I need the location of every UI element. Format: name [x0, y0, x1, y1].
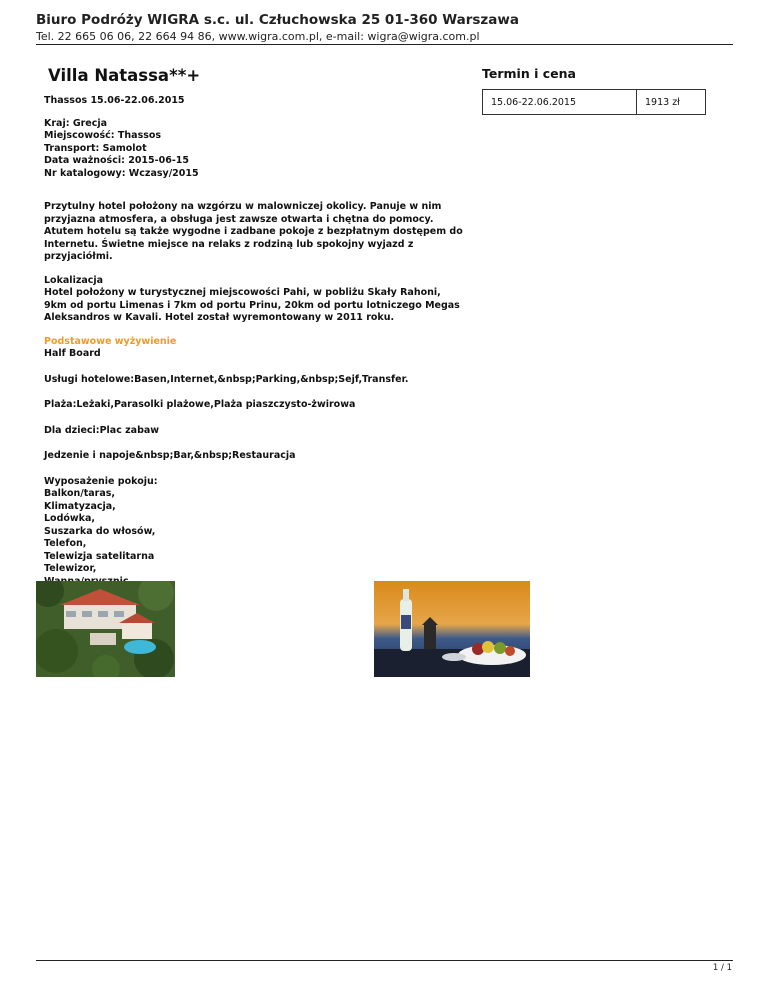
hotel-title: Villa Natassa**+: [48, 66, 201, 85]
dinner-table-photo: [374, 581, 530, 677]
fact-catalog-number: Nr katalogowy: Wczasy/2015: [44, 167, 199, 179]
term-date: 15.06-22.06.2015: [483, 90, 637, 115]
room-item: Klimatyzacja,: [44, 500, 116, 512]
term-price-table: [482, 89, 706, 115]
room-item: Telewizja satelitarna: [44, 550, 155, 562]
food-drinks-info: Jedzenie i napoje&nbsp;Bar,&nbsp;Restauracja: [44, 450, 296, 461]
company-contact: Tel. 22 665 06 06, 22 664 94 86, www.wigra.com.pl, e-mail: wigra@wigra.com.pl: [36, 30, 480, 43]
fact-valid-date: Data ważności: 2015-06-15: [44, 155, 189, 166]
room-equipment: [44, 476, 464, 589]
term-price: 1913 zł: [637, 90, 706, 115]
room-item: Telefon,: [44, 538, 87, 549]
header-divider: [36, 44, 733, 45]
kids-info: Dla dzieci:Plac zabaw: [44, 424, 160, 436]
location-text: Hotel położony w turystycznej miejscowości Pahi, w pobliżu Skały Rahoni, 9km od portu Limenas i 7km od portu Prinu, 20km od portu lotniczego Megas Aleksandros w Kavali. Hotel został wyremontowany w 2011 roku.: [44, 287, 460, 323]
room-item: Suszarka do włosów,: [44, 525, 156, 537]
board-section: [44, 336, 464, 361]
location-heading: Lokalizacja: [44, 274, 104, 286]
hotel-description: Przytulny hotel położony na wzgórzu w malowniczej okolicy. Panuje w nim przyjazna atmosfera, a obsługa jest zawsze otwarta i chętna do pomocy. Atutem hotelu są także wygodne i zadbane pokoje z bezpłatnym dostępem do Internetu. Świetne miejsce na relaks z rodziną lub spokojny wyjazd z przyjaciółmi.: [44, 201, 463, 262]
offer-details: [44, 66, 464, 614]
term-heading: Termin i cena: [482, 66, 576, 81]
board-heading: Podstawowe wyżywienie: [44, 335, 177, 347]
footer-divider: [36, 960, 733, 961]
term-price-panel: [482, 66, 707, 115]
room-equipment-heading: Wyposażenie pokoju:: [44, 475, 158, 487]
hotel-aerial-photo: [36, 581, 175, 677]
table-row: [483, 90, 706, 115]
company-name: Biuro Podróży WIGRA s.c. ul. Człuchowska 25 01-360 Warszawa: [36, 12, 519, 28]
hotel-services: Usługi hotelowe:Basen,Internet,&nbsp;Parking,&nbsp;Sejf,Transfer.: [44, 373, 409, 385]
beach-info: Plaża:Leżaki,Parasolki plażowe,Plaża piaszczysto-żwirowa: [44, 399, 356, 410]
room-item: Balkon/taras,: [44, 488, 116, 499]
board-type: Half Board: [44, 348, 101, 359]
location-section: [44, 275, 464, 325]
facts-list: [44, 118, 464, 181]
fact-transport: Transport: Samolot: [44, 142, 147, 154]
fact-city: Miejscowość: Thassos: [44, 130, 162, 141]
document-header: [36, 12, 732, 43]
fact-country: Kraj: Grecja: [44, 117, 108, 129]
room-item: Lodówka,: [44, 513, 96, 524]
room-item: Telewizor,: [44, 563, 97, 574]
trip-summary: Thassos 15.06-22.06.2015: [44, 95, 185, 106]
page-number: 1 / 1: [712, 963, 732, 973]
